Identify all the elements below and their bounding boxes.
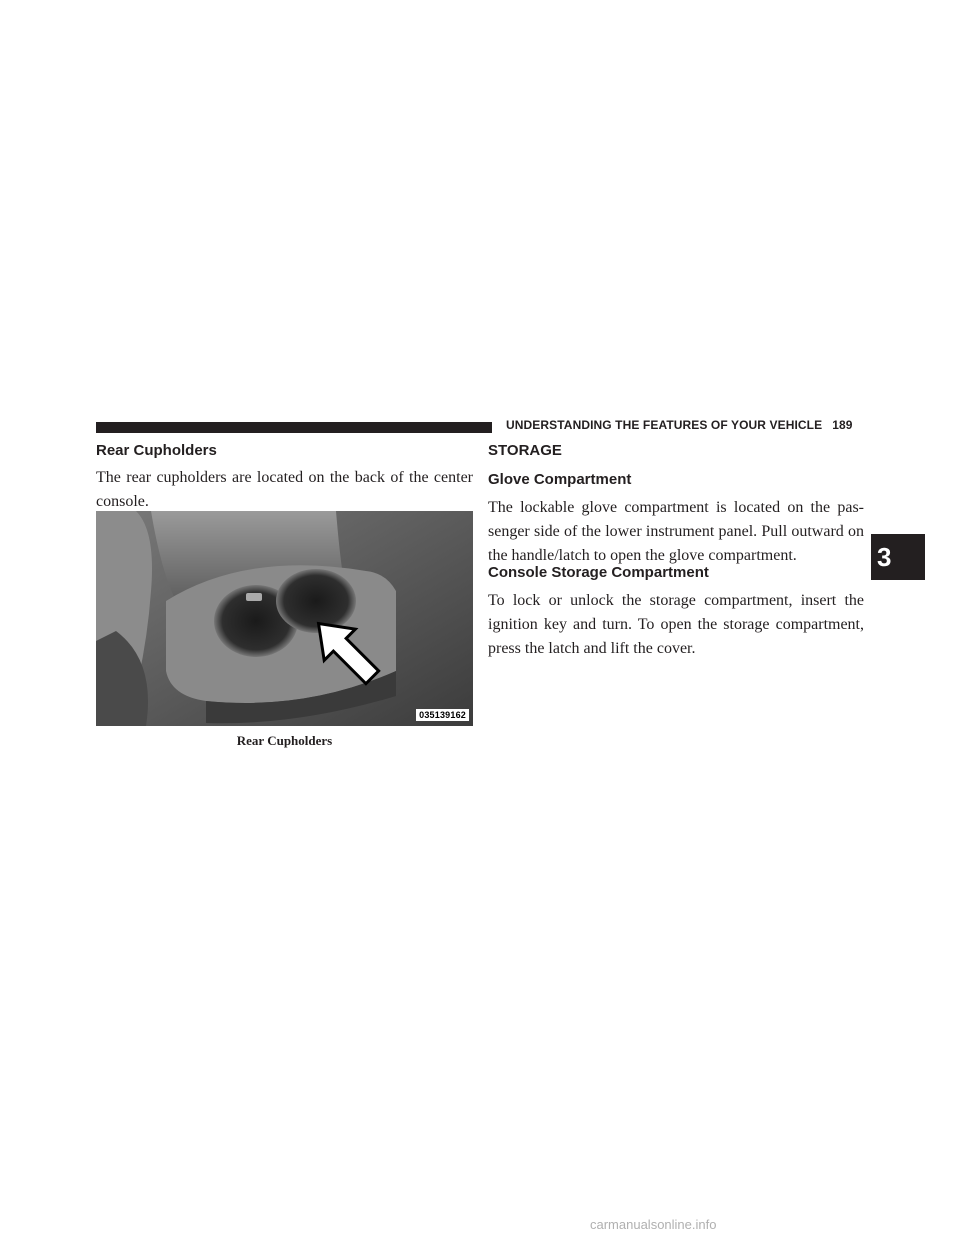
footer-watermark: carmanualsonline.info <box>590 1217 717 1232</box>
glove-compartment-paragraph: The lockable glove compartment is located on the pas-senger side of the lower instrument panel. Pull outward on the handle/latch to open the glove compartment. <box>488 499 864 564</box>
rear-cupholders-figure <box>96 511 473 726</box>
glove-compartment-heading: Glove Compartment <box>488 471 632 488</box>
chapter-tab: 3 <box>871 534 925 580</box>
header-rule <box>96 422 492 433</box>
running-header <box>506 418 853 432</box>
console-storage-paragraph: To lock or unlock the storage compartment, insert the ignition key and turn. To open the storage compartment, press the latch and lift the cover. <box>488 592 864 657</box>
rear-cupholders-paragraph: The rear cupholders are located on the back of the center console. <box>96 469 473 510</box>
figure-caption: Rear Cupholders <box>236 733 333 748</box>
header-title: UNDERSTANDING THE FEATURES OF YOUR VEHICLE <box>506 418 823 432</box>
console-storage-heading: Console Storage Compartment <box>488 564 709 581</box>
storage-heading: STORAGE <box>488 442 562 459</box>
rear-cupholders-heading: Rear Cupholders <box>96 442 217 459</box>
cupholders-illustration <box>96 511 473 726</box>
figure-code: 035139162 <box>416 709 469 721</box>
page-number: 189 <box>832 418 853 432</box>
